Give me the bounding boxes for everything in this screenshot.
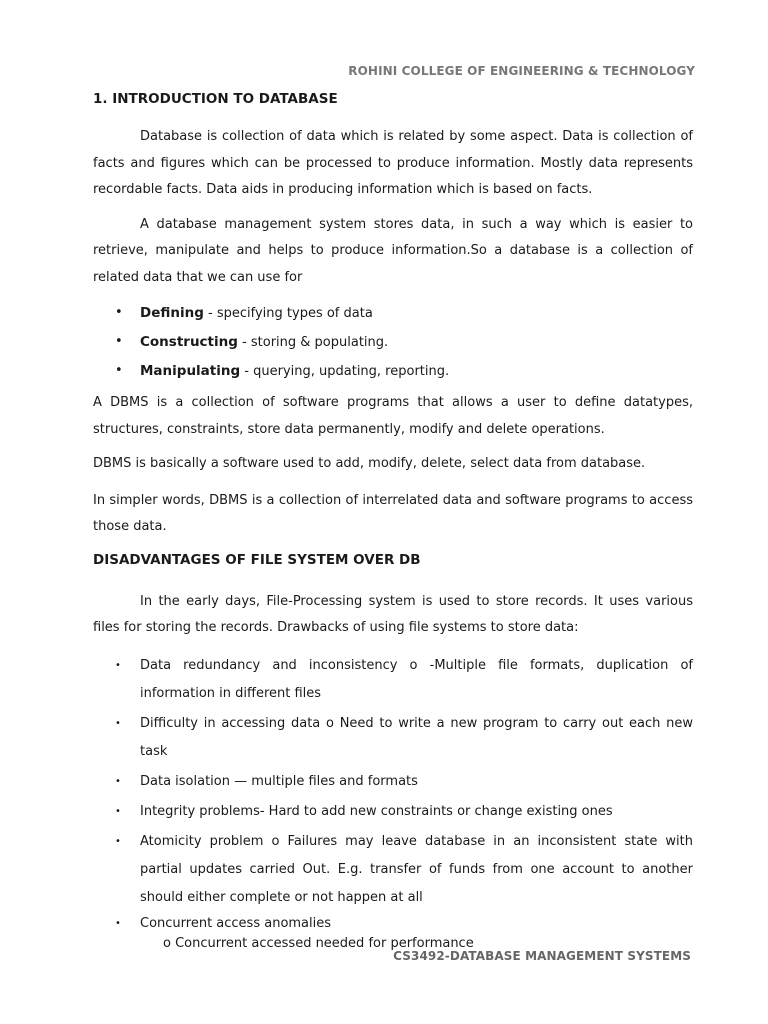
section-title: 1. INTRODUCTION TO DATABASE <box>93 91 338 107</box>
paragraph-file-processing: In the early days, File-Processing system is used to store records. It uses various files for storing the records. Drawbacks of using file systems to store data: <box>93 593 693 635</box>
list-item <box>93 357 693 386</box>
paragraph-dbms-collection: A DBMS is a collection of software programs that allows a user to define datatypes, structures, constraints, store data permanently, modify and delete operations. <box>93 395 693 437</box>
list-item-term: Defining <box>140 305 204 321</box>
list-item-desc: - querying, updating, reporting. <box>240 364 450 379</box>
page-footer: CS3492-DATABASE MANAGEMENT SYSTEMS <box>393 949 691 963</box>
paragraph-simpler-words: In simpler words, DBMS is a collection of interrelated data and software programs to access those data. <box>93 492 693 534</box>
list-item: • Difficulty in accessing data o Need to write a new program to carry out each new task <box>93 710 693 766</box>
paragraph-dbms-stores-data: A database management system stores data, in such a way which is easier to retrieve, manipulate and helps to produce information.So a database is a collection of related data that we can use for <box>93 216 693 285</box>
list-item-term: Constructing <box>140 334 238 350</box>
list-item <box>93 914 693 954</box>
paragraph-dbms-software: DBMS is basically a software used to add, modify, delete, select data from database. <box>93 456 646 471</box>
section-subtitle: DISADVANTAGES OF FILE SYSTEM OVER DB <box>93 551 421 568</box>
list-item: • Atomicity problem o Failures may leave database in an inconsistent state with partial updates carried Out. E.g. transfer of funds from one account to another should either complete or not happen at all <box>93 828 693 912</box>
list-item <box>93 299 693 328</box>
list-item-text: Concurrent access anomalies <box>140 915 332 931</box>
page-content <box>93 90 693 954</box>
list-item <box>93 328 693 357</box>
list-item-term: Manipulating <box>140 363 241 379</box>
paragraph-database-definition: Database is collection of data which is related by some aspect. Data is collection of facts and figures which can be processed to produce information. Mostly data represents recordable facts. Data aids in producing information which is based on facts. <box>93 129 693 197</box>
list-subitem: o Concurrent accessed needed for performance <box>163 935 474 951</box>
list-item: • Data redundancy and inconsistency o -Multiple file formats, duplication of information in different files <box>93 652 693 708</box>
page-header: ROHINI COLLEGE OF ENGINEERING & TECHNOLOGY <box>348 64 695 78</box>
list-item: • Integrity problems- Hard to add new constraints or change existing ones <box>93 798 693 826</box>
list-item-desc: - specifying types of data <box>203 306 373 321</box>
list-item-desc: - storing & populating. <box>237 335 389 350</box>
list-item: • Data isolation — multiple files and formats <box>93 768 693 796</box>
uses-list <box>93 299 693 386</box>
drawbacks-list <box>93 652 693 954</box>
